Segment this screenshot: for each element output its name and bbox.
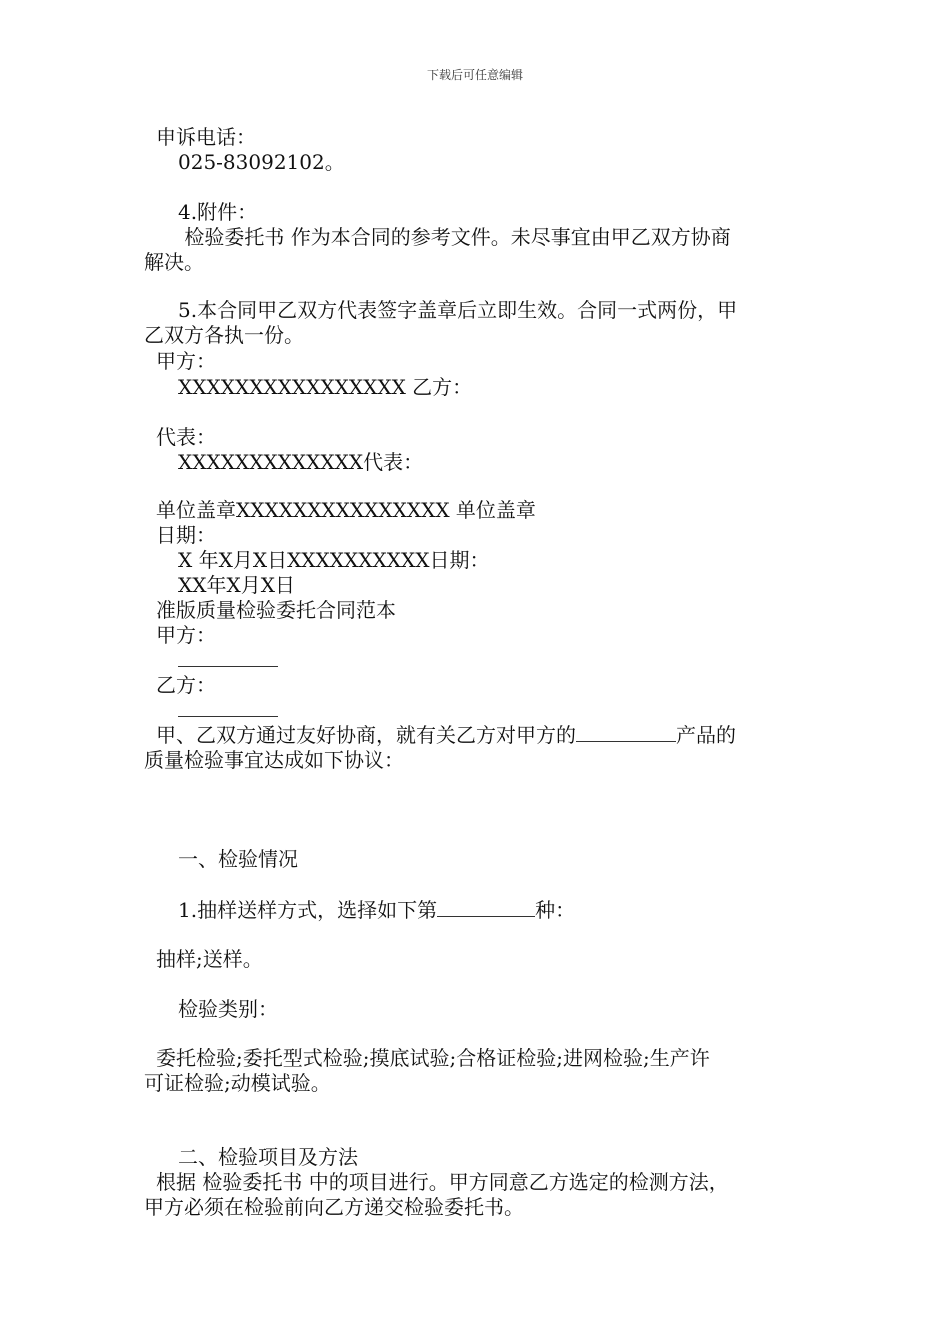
sampling-method-tail: 种： [535,898,576,922]
party-a-label: 甲方： [156,349,216,373]
party-b-blank [178,698,278,717]
agreement-line-1 [156,723,736,748]
agreement-line-2: 质量检验事宜达成如下协议： [144,748,404,772]
sampling-options: 抽样;送样。 [156,947,263,971]
party-a-label-2: 甲方： [156,623,216,647]
sampling-method-blank [437,898,535,917]
party-a-blank [178,648,278,667]
agreement-line-1-text: 甲、乙双方通过友好协商，就有关乙方对甲方的 [156,723,576,747]
representative-label: 代表： [156,425,216,449]
effect-clause-line-2: 乙双方各执一份。 [144,323,304,347]
appeal-phone-number: 025-83092102。 [178,150,345,174]
effect-clause-line-1: 5.本合同甲乙双方代表签字盖章后立即生效。合同一式两份，甲 [178,298,738,322]
agreement-line-1-tail: 产品的 [676,723,736,747]
date-label: 日期： [156,523,216,547]
attachment-heading: 4.附件： [178,200,258,224]
section-2-line-1: 根据 检验委托书 中的项目进行。甲方同意乙方选定的检测方法， [156,1170,729,1194]
sampling-method-text: 1.抽样送样方式，选择如下第 [178,898,438,922]
inspection-category-label: 检验类别： [178,997,278,1021]
party-a-name-party-b-label: XXXXXXXXXXXXXXXX 乙方： [178,375,473,399]
appeal-phone-label: 申诉电话： [156,125,256,149]
section-2-heading: 二、检验项目及方法 [178,1145,358,1169]
section-2-line-2: 甲方必须在检验前向乙方递交检验委托书。 [144,1195,524,1219]
attachment-text-line-2: 解决。 [144,250,204,274]
section-1-heading: 一、检验情况 [178,847,298,871]
contract-title: 准版质量检验委托合同范本 [156,598,396,622]
sampling-method-line [178,898,575,923]
inspection-category-line-1: 委托检验;委托型式检验;摸底试验;合格证检验;进网检验;生产许 [156,1046,710,1070]
date-line-2: XX年X月X日 [178,573,295,597]
date-line-1: X 年X月X日XXXXXXXXXX日期： [178,548,490,572]
party-a-blank-line [178,648,278,673]
party-b-label-2: 乙方： [156,673,216,697]
page-header: 下载后可任意编辑 [426,68,523,82]
representative-line: XXXXXXXXXXXXX代表： [178,450,424,474]
party-b-blank-line [178,698,278,723]
product-blank [576,723,676,742]
attachment-text-line-1: 检验委托书 作为本合同的参考文件。未尽事宜由甲乙双方协商 [178,225,731,249]
seal-line: 单位盖章XXXXXXXXXXXXXXX 单位盖章 [156,498,536,522]
inspection-category-line-2: 可证检验;动模试验。 [144,1071,331,1095]
